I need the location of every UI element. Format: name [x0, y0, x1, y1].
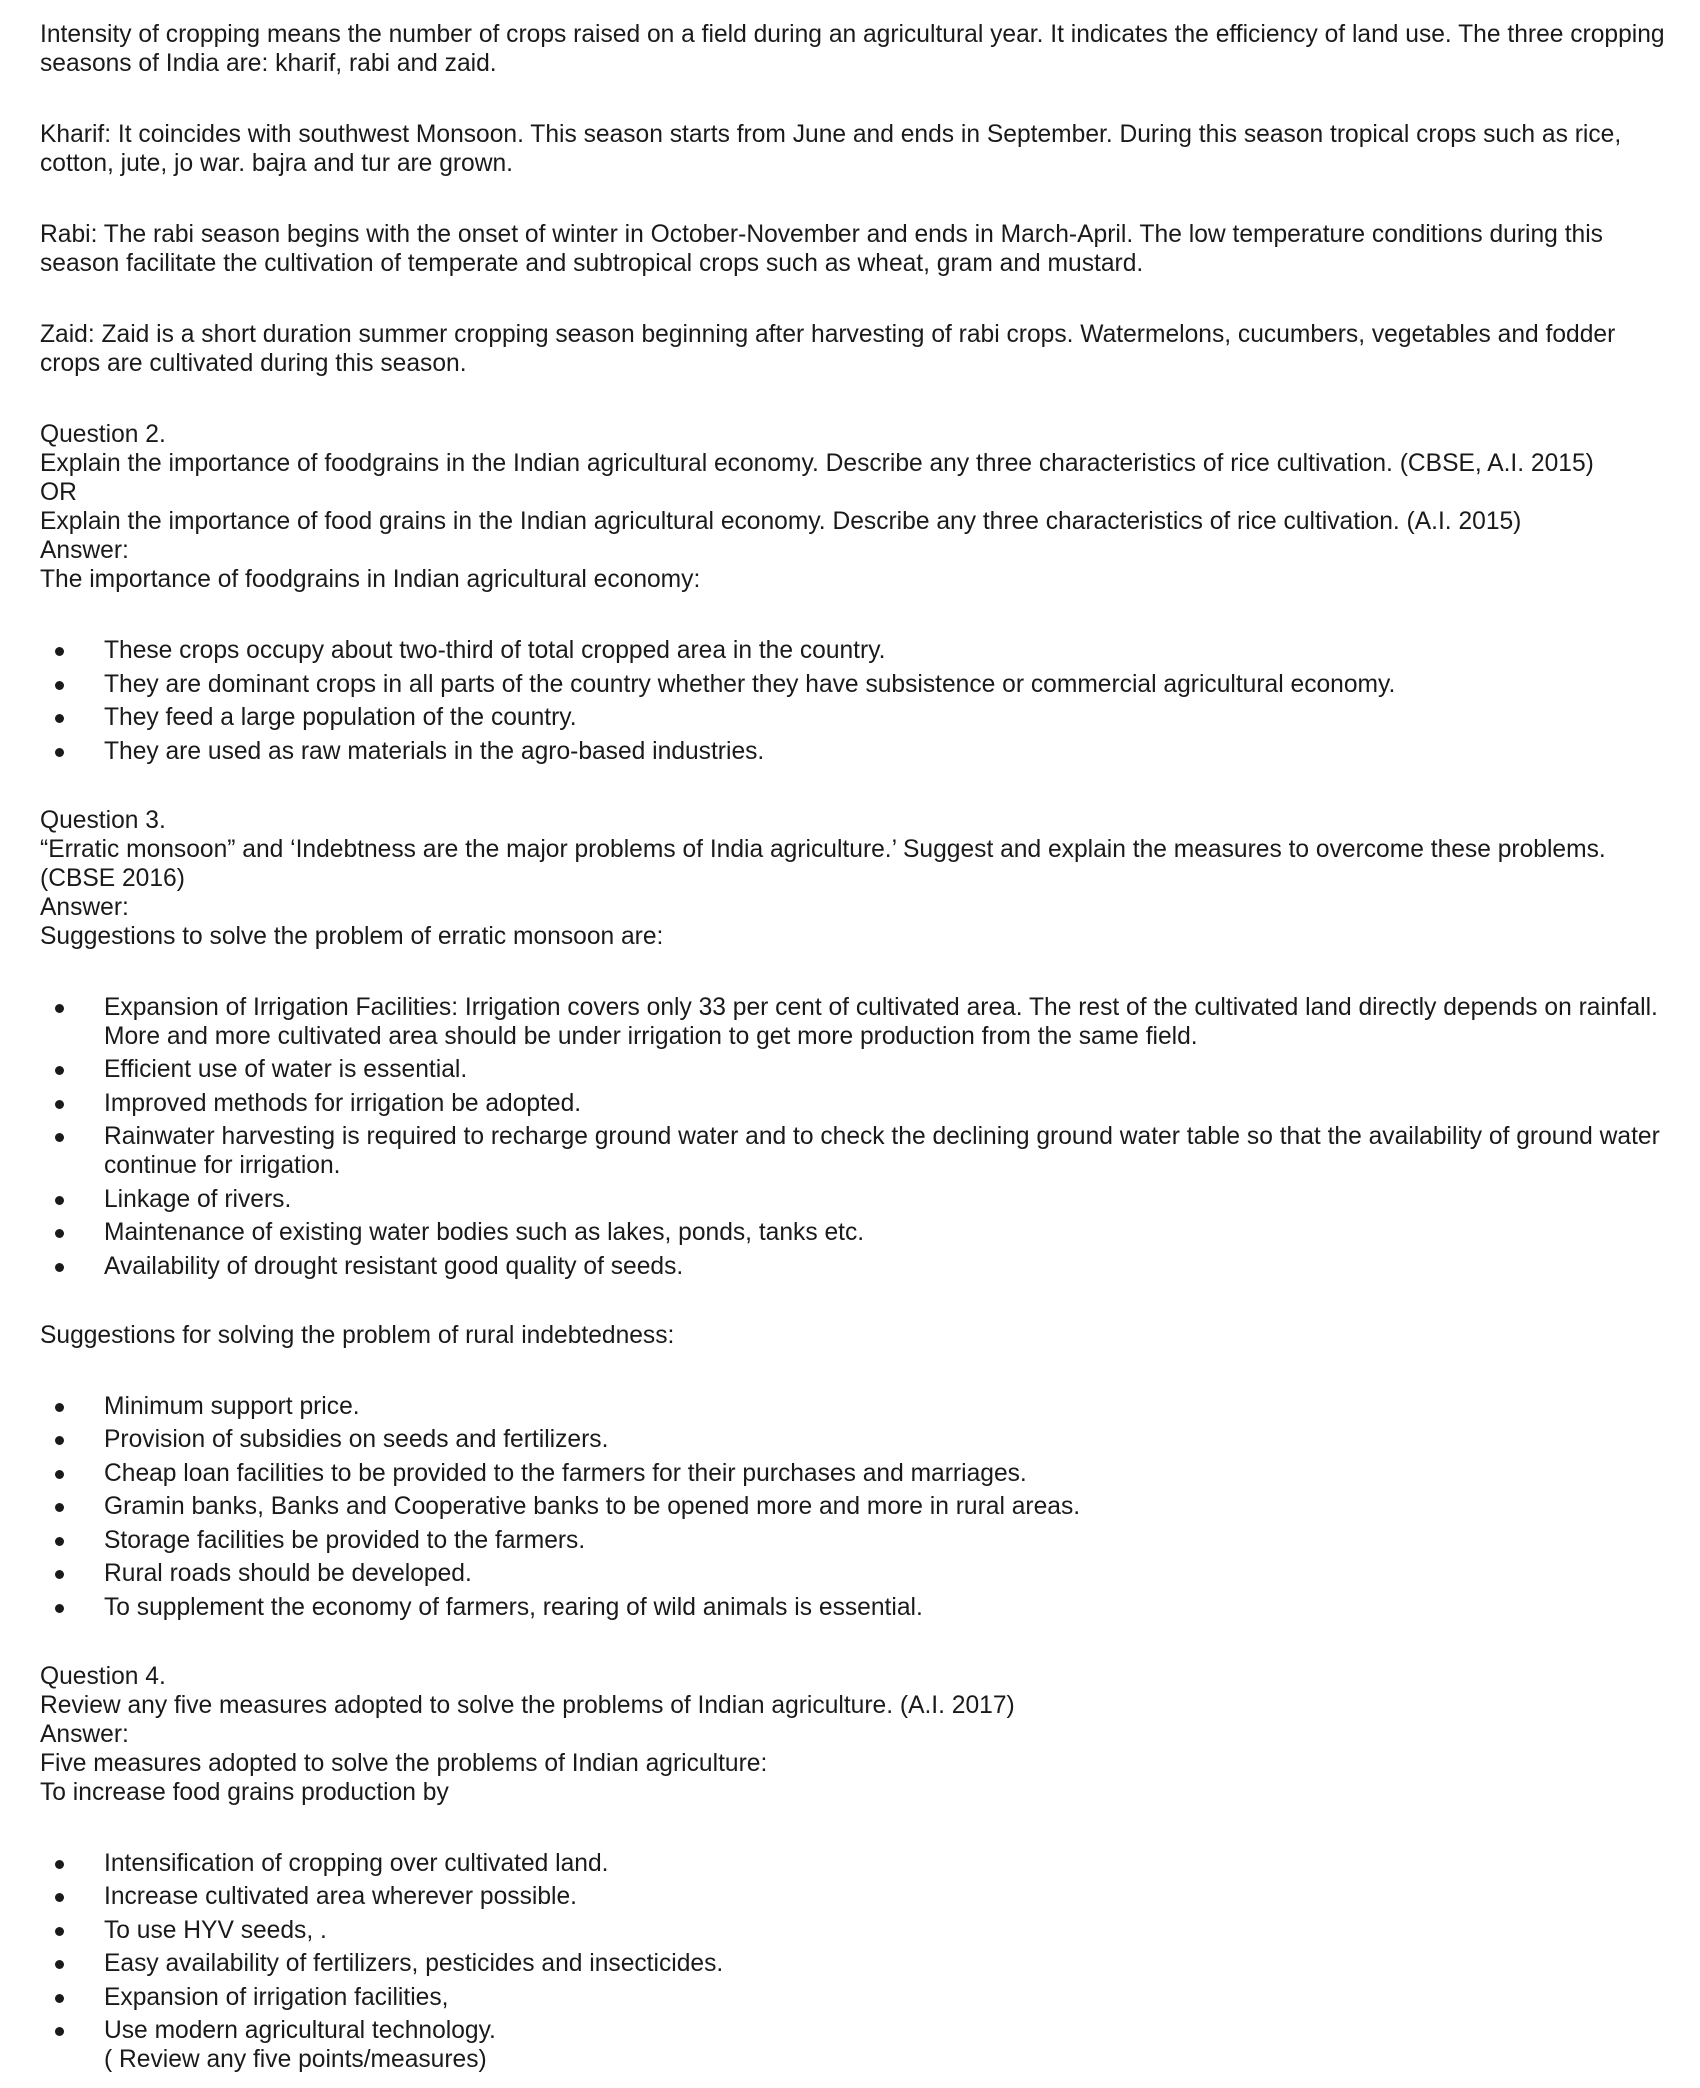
list-item: Gramin banks, Banks and Cooperative banks to be opened more and more in rural areas.: [40, 1492, 1680, 1521]
question-4-text: Review any five measures adopted to solve the problems of Indian agriculture. (A.I. 2017): [40, 1691, 1015, 1719]
list-item: Increase cultivated area wherever possible.: [40, 1882, 1680, 1911]
list-item: Easy availability of fertilizers, pesticides and insecticides.: [40, 1949, 1680, 1978]
question-2-text: Explain the importance of foodgrains in the Indian agricultural economy. Describe any three characteristics of rice cultivation. (CBSE, A.I. 2015): [40, 450, 1594, 477]
monsoon-suggestions-intro: Suggestions to solve the problem of erratic monsoon are:: [40, 922, 664, 950]
list-item: Expansion of irrigation facilities,: [40, 1983, 1680, 2012]
indebtedness-bullet-list: [40, 1392, 1680, 1622]
question-4-answer-sub: To increase food grains production by: [40, 1778, 449, 1806]
question-2-heading: Question 2.: [40, 421, 166, 448]
monsoon-bullet-list: [40, 993, 1680, 1281]
list-item: They feed a large population of the country.: [40, 703, 1680, 732]
intro-paragraph: Intensity of cropping means the number of crops raised on a field during an agricultural year. It indicates the efficiency of land use. The three cropping seasons of India are: kharif, rabi and zaid.: [40, 21, 1665, 77]
question-3-heading: Question 3.: [40, 806, 166, 834]
list-item: Minimum support price.: [40, 1392, 1680, 1421]
list-item: These crops occupy about two-third of total cropped area in the country.: [40, 636, 1680, 665]
list-item: Linkage of rivers.: [40, 1185, 1680, 1214]
question-2-alt-text: Explain the importance of food grains in the Indian agricultural economy. Describe any three characteristics of rice cultivation. (A.I. 2015): [40, 508, 1522, 535]
zaid-paragraph: Zaid: Zaid is a short duration summer cropping season beginning after harvesting of rabi crops. Watermelons, cucumbers, vegetables and fodder crops are cultivated during this season.: [40, 321, 1616, 377]
list-item: They are used as raw materials in the agro-based industries.: [40, 737, 1680, 766]
list-item: [40, 2016, 1680, 2074]
question-4-answer-intro: Five measures adopted to solve the problems of Indian agriculture:: [40, 1749, 768, 1777]
question-4-bullet-list: [40, 1849, 1680, 2075]
question-2-answer-intro: The importance of foodgrains in Indian agricultural economy:: [40, 566, 701, 593]
list-item: Expansion of Irrigation Facilities: Irrigation covers only 33 per cent of cultivated area. The rest of the cultivated land directly depends on rainfall. More and more cultivated area should be under irrigation to get more production from the same field.: [40, 993, 1680, 1051]
list-item: To use HYV seeds, .: [40, 1916, 1680, 1945]
question-2-or: OR: [40, 479, 77, 506]
list-item: They are dominant crops in all parts of the country whether they have subsistence or commercial agricultural economy.: [40, 670, 1680, 699]
question-4-heading: Question 4.: [40, 1662, 166, 1690]
question-3-answer-label: Answer:: [40, 893, 129, 921]
list-item: Availability of drought resistant good quality of seeds.: [40, 1252, 1680, 1281]
question-2-bullet-list: [40, 636, 1680, 766]
list-item: Rural roads should be developed.: [40, 1559, 1680, 1588]
rabi-paragraph: Rabi: The rabi season begins with the onset of winter in October-November and ends in March-April. The low temperature conditions during this season facilitate the cultivation of temperate and subtropical crops such as wheat, gram and mustard.: [40, 221, 1603, 277]
document-page: [40, 20, 1680, 2079]
list-item: Rainwater harvesting is required to recharge ground water and to check the declining ground water table so that the availability of ground water continue for irrigation.: [40, 1122, 1680, 1180]
list-item: Improved methods for irrigation be adopted.: [40, 1089, 1680, 1118]
list-item: Efficient use of water is essential.: [40, 1055, 1680, 1084]
question-3-text: “Erratic monsoon” and ‘Indebtness are the major problems of India agriculture.’ Suggest and explain the measures to overcome these problems. (CBSE 2016): [40, 835, 1606, 892]
question-2-answer-label: Answer:: [40, 537, 129, 564]
list-item: Intensification of cropping over cultivated land.: [40, 1849, 1680, 1878]
kharif-paragraph: Kharif: It coincides with southwest Monsoon. This season starts from June and ends in September. During this season tropical crops such as rice, cotton, jute, jo war. bajra and tur are grown.: [40, 121, 1622, 177]
review-note: ( Review any five points/measures): [104, 2046, 487, 2073]
list-item-text: Use modern agricultural technology.: [104, 2017, 496, 2044]
list-item: Maintenance of existing water bodies such as lakes, ponds, tanks etc.: [40, 1218, 1680, 1247]
list-item: Provision of subsidies on seeds and fertilizers.: [40, 1425, 1680, 1454]
list-item: To supplement the economy of farmers, rearing of wild animals is essential.: [40, 1593, 1680, 1622]
list-item: Cheap loan facilities to be provided to the farmers for their purchases and marriages.: [40, 1459, 1680, 1488]
list-item: Storage facilities be provided to the farmers.: [40, 1526, 1680, 1555]
question-4-answer-label: Answer:: [40, 1720, 129, 1748]
indebtedness-suggestions-intro: Suggestions for solving the problem of rural indebtedness:: [40, 1321, 675, 1349]
